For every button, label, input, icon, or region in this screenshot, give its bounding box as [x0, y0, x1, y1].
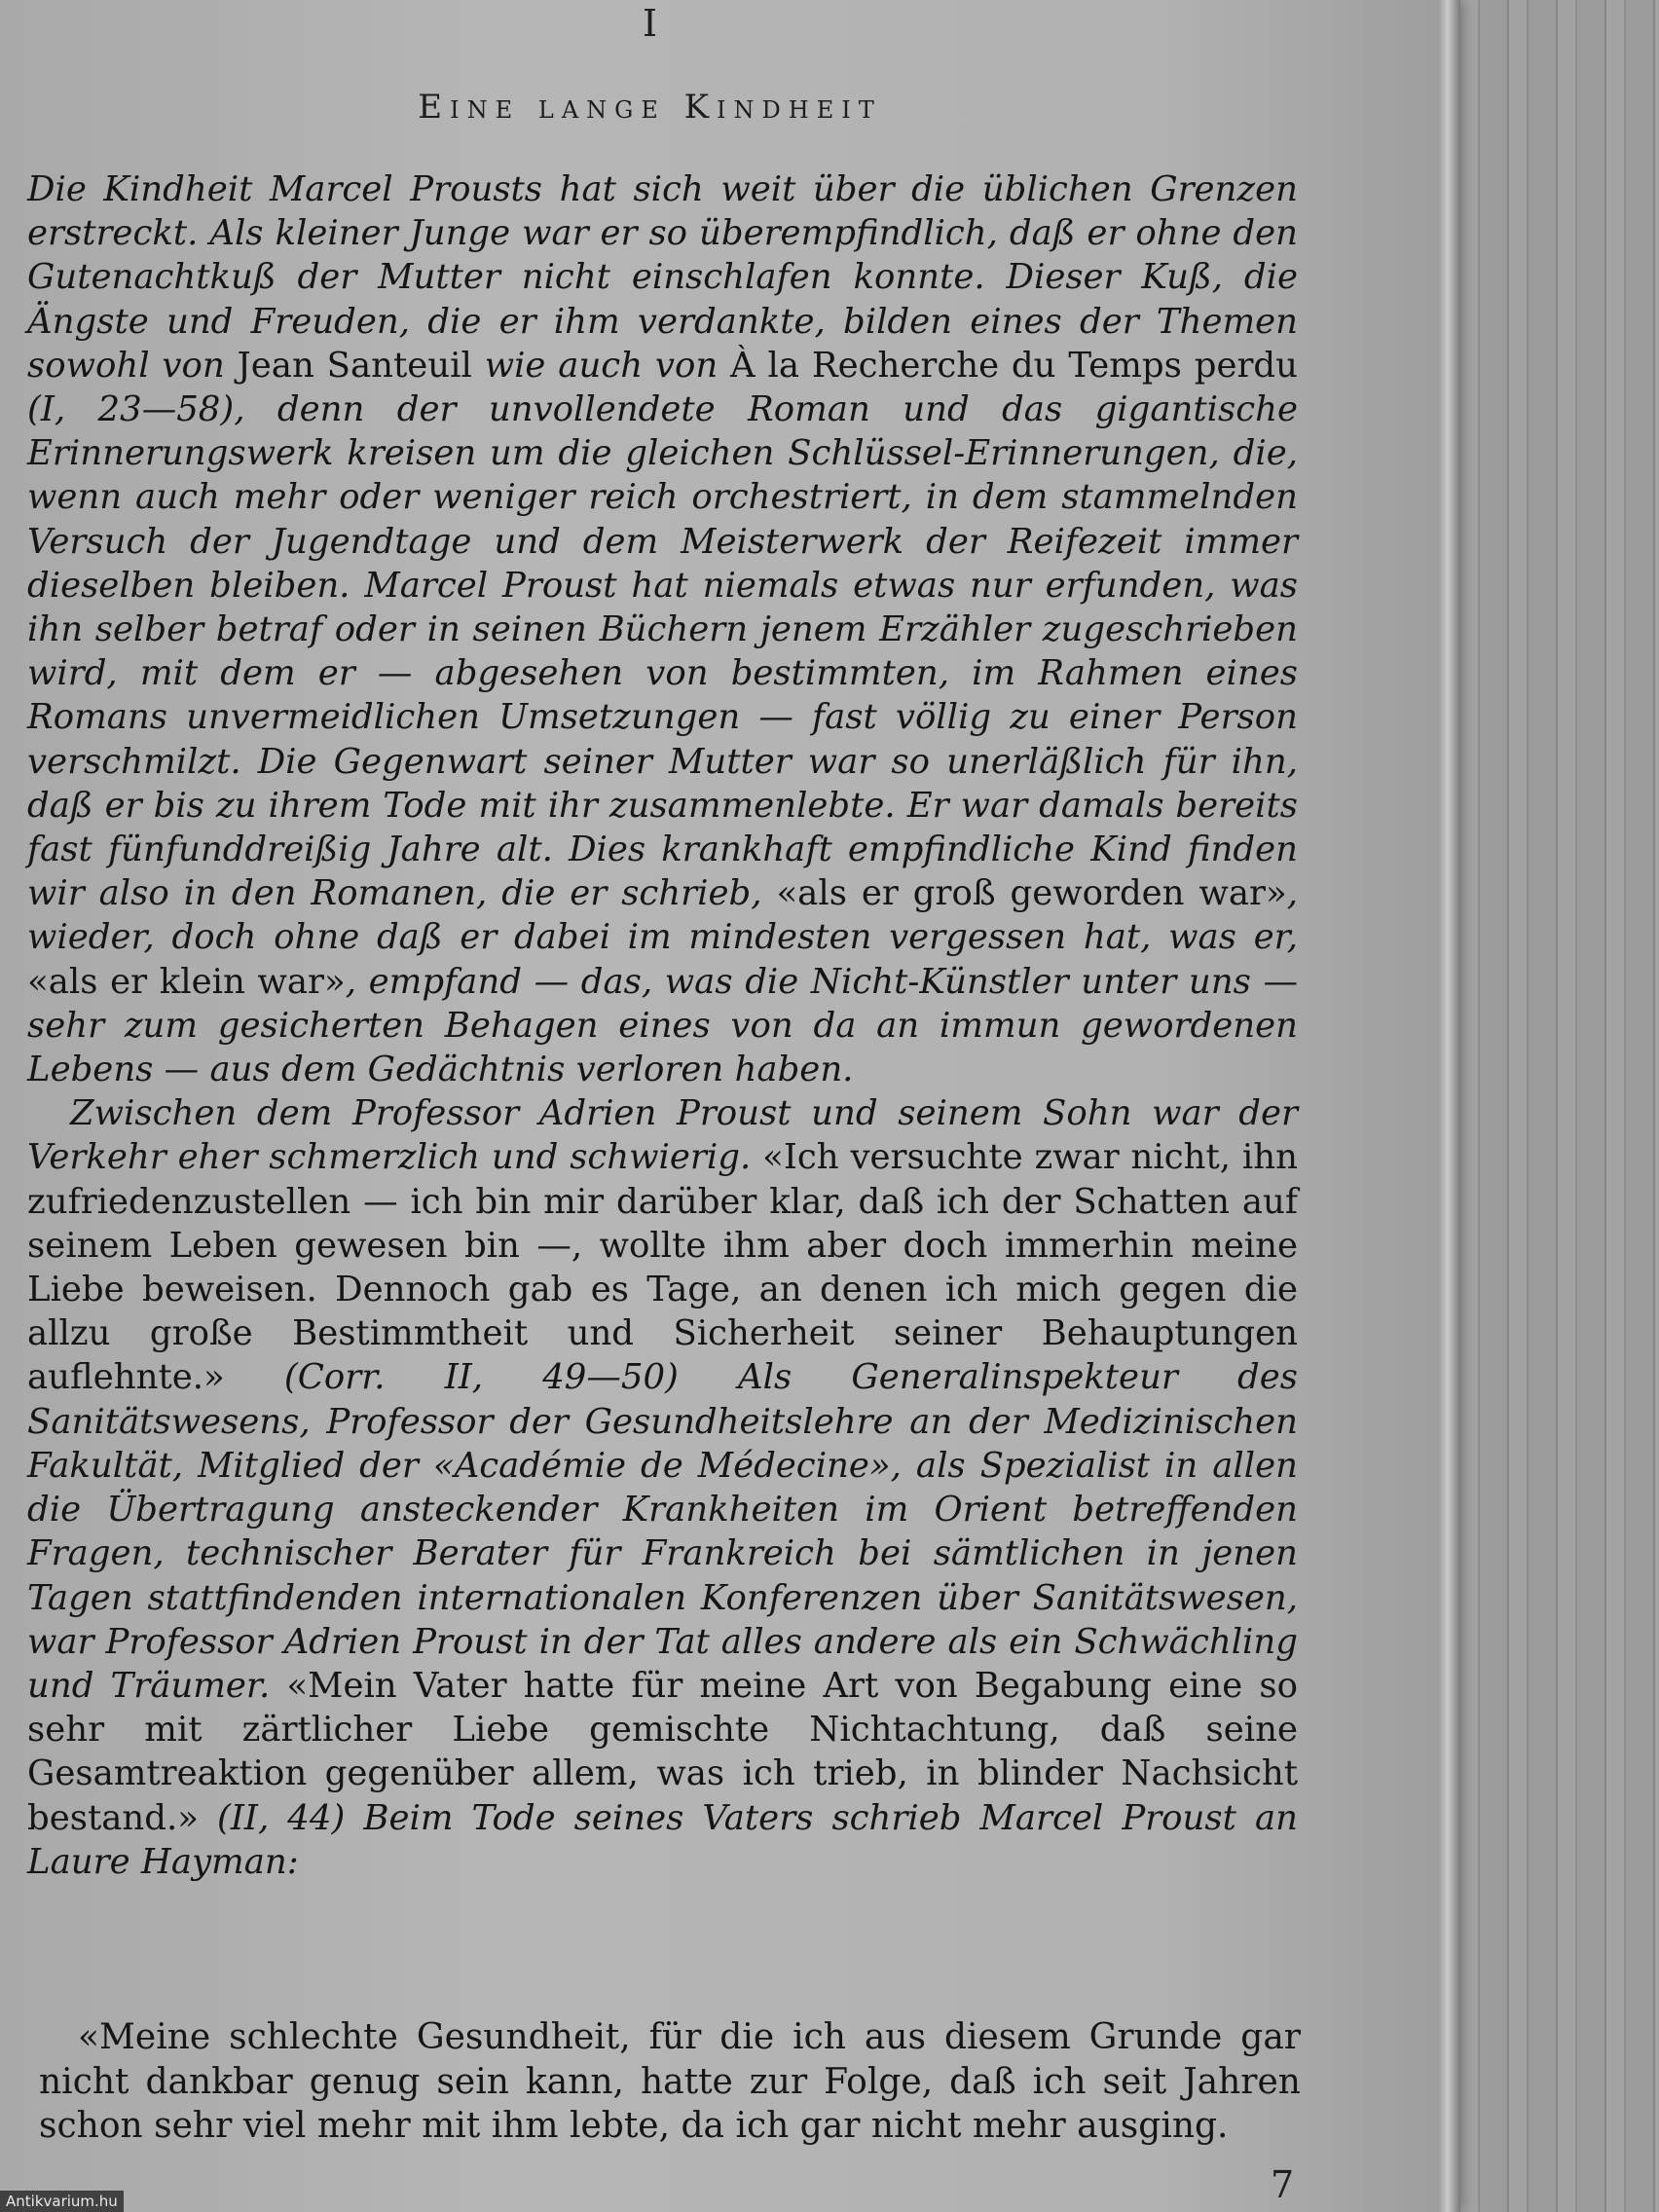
chapter-number: I [642, 2, 657, 45]
watermark: Antikvarium.hu [0, 2191, 124, 2212]
chapter-title: Eine lange Kindheit [418, 88, 882, 127]
quoted-phrase: «als er groß geworden war» [776, 873, 1287, 914]
book-title-recherche: À la Recherche du Temps perdu [730, 345, 1299, 386]
text-run: Die Kindheit Marcel Prousts hat sich weit über die üblichen Grenzen erstreckt. Als kleiner Junge war er so überempfindlich, daß er ohne den Gutenachtkuß der Mutter nicht einschlafen konnte. Dieser Kuß, die Ängste und Freuden, die er ihm verdankte, bilden eines der Themen sowohl von [27, 169, 1298, 386]
text-run: wie auch von [471, 345, 731, 386]
paragraph-1 [27, 167, 1298, 1091]
page-number: 7 [1271, 2163, 1295, 2206]
background-surface [1460, 0, 1659, 2212]
letter-quote: «Mein Vater hatte für meine Art von Begabung eine so sehr mit zärtlicher Liebe gemischte Nichtachtung, daß seine Gesamtreaktion gegenüber allem, was ich trieb, in blinder Nachsicht bestand.» [27, 1665, 1298, 1838]
body-text [27, 167, 1298, 1884]
book-title-jean-santeuil: Jean Santeuil [237, 345, 472, 386]
block-quote-text: «Meine schlechte Gesundheit, für die ich aus diesem Grunde gar nicht dankbar genug sein kann, hatte zur Folge, daß ich seit Jahren schon sehr viel mehr mit ihm lebte, da ich gar nicht mehr ausging. [39, 2017, 1301, 2146]
letter-quote: «Ich versuchte zwar nicht, ihn zufriedenzustellen — ich bin mir darüber klar, daß ich der Schatten auf seinem Leben gewesen bin —, wollte ihm aber doch immerhin meine Liebe beweisen. Dennoch gab es Tage, an denen ich mich gegen die allzu große Bestimmtheit und Sicherheit seiner Behauptungen auflehnte.» [27, 1137, 1298, 1398]
text-run: , empfand — das, was die Nicht-Künstler unter uns — sehr zum gesicherten Behagen eines von da an immun gewordenen Lebens — aus dem Gedächtnis verloren haben. [27, 961, 1298, 1090]
text-run: (II, 44) Beim Tode seines Vaters schrieb Marcel Proust an Laure Hayman: [27, 1797, 1298, 1882]
text-run: (Corr. II, 49—50) Als Generalinspekteur des Sanitätswesens, Professor der Gesundheitslehre an der Medizinischen Fakultät, Mitglied der «Académie de Médecine», als Spezialist in allen die Übertragung ansteckender Krankheiten im Orient betreffenden Fragen, technischer Berater für Frankreich bei sämtlichen in jenen Tagen stattfindenden internationalen Konferenzen über Sanitätswesen, war Professor Adrien Proust in der Tat alles andere als ein Schwächling und Träumer. [27, 1357, 1298, 1706]
block-quote [39, 2015, 1301, 2149]
paragraph-2 [27, 1091, 1298, 1884]
quoted-phrase: «als er klein war» [27, 961, 346, 1002]
text-run: (I, 23—58), denn der unvollendete Roman und das gigantische Erinnerungswerk kreisen um die gleichen Schlüssel-Erinnerungen, die, wenn auch mehr oder weniger reich orchestriert, in dem stammelnden Versuch der Jugendtage und dem Meisterwerk der Reifezeit immer dieselben bleiben. Marcel Proust hat niemals etwas nur erfunden, was ihn selber betraf oder in seinen Büchern jenem Erzähler zugeschrieben wird, mit dem er — abgesehen von bestimmten, im Rahmen eines Romans unvermeidlichen Umsetzungen — fast völlig zu einer Person verschmilzt. Die Gegenwart seiner Mutter war so unerläßlich für ihn, daß er bis zu ihrem Tode mit ihr zusammenlebte. Er war damals bereits fast fünfunddreißig Jahre alt. Dies krankhaft empfindliche Kind finden wir also in den Romanen, die er schrieb, [27, 389, 1298, 914]
text-run: Zwischen dem Professor Adrien Proust und seinem Sohn war der Verkehr eher schmerzlich und schwierig. [27, 1093, 1298, 1178]
text-run: , wieder, doch ohne daß er dabei im mindesten vergessen hat, was er, [27, 873, 1299, 958]
page-edge [1439, 0, 1460, 2212]
